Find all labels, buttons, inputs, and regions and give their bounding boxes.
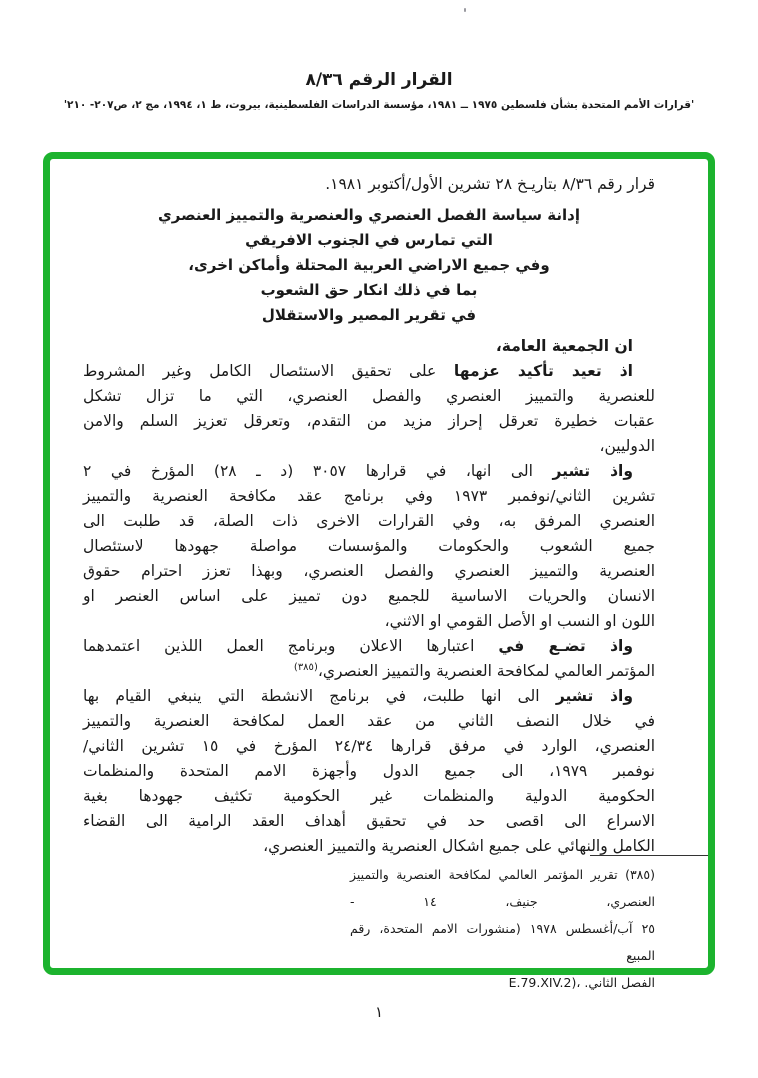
footnote-sales-number: E.79.XIV.2)، <box>508 975 581 990</box>
paragraph-text: المؤتمر العالمي لمكافحة العنصرية والتمييز العنصري، <box>317 662 655 680</box>
title-line: التي تمارس في الجنوب الافريقي <box>245 231 493 249</box>
paragraph-lead: واذ تشير <box>555 687 633 705</box>
paragraph-line: الدوليين، <box>599 437 655 455</box>
green-highlight-frame <box>43 152 715 990</box>
paragraph-line: الكامل والنهائي على جميع اشكال العنصرية والتمييز العنصري، <box>263 837 655 855</box>
paragraph <box>83 359 655 459</box>
footnote-separator-rule <box>590 855 708 856</box>
resolution-body <box>83 171 655 859</box>
footnote-line <box>350 969 655 996</box>
paragraph-line: نوفمبر ١٩٧٩، الى جميع الدول وأجهزة الامم المتحدة والمنظمات <box>83 762 655 780</box>
paragraph-lead: اذ تعيد تأكيد عزمها <box>453 362 633 380</box>
paragraph-lead: واذ تشير <box>552 462 633 480</box>
preamble-line: ان الجمعية العامة، <box>495 337 633 355</box>
title-line: وفي جميع الاراضي العربية المحتلة وأماكن اخرى، <box>188 256 550 274</box>
footnote-block <box>350 861 655 996</box>
scan-artifact-dot <box>464 8 466 12</box>
paragraph <box>83 634 655 684</box>
paragraph-line: جميع الشعوب والحكومات والمؤسسات مواصلة جهودها لاستئصال <box>83 537 655 555</box>
footnote-line: ٢٥ آب/أغسطس ١٩٧٨ (منشورات الامم المتحدة، رقم المبيع <box>350 921 655 963</box>
paragraph-line: الحكومية الدولية والمنظمات غير الحكومية تكثيف جهودها بغية <box>83 787 655 805</box>
paragraph-line: تشرين الثاني/نوفمبر ١٩٧٣ وفي برنامج عقد مكافحة العنصرية والتمييز <box>83 487 656 505</box>
paragraph-text: اعتبارها الاعلان وبرنامج العمل اللذين اعتمدهما <box>83 637 499 655</box>
source-citation: 'قرارات الأمم المتحدة بشأن فلسطين ١٩٧٥ ــ ١٩٨١، مؤسسة الدراسات الفلسطينية، بيروت، ط ١، ١٩٩٤، مج ٢، ص٢٠٧- ٢١٠' <box>63 99 695 111</box>
resolution-date-line: قرار رقم ٨/٣٦ بتاريـخ ٢٨ تشرين الأول/أكتوبر ١٩٨١. <box>325 175 655 193</box>
title-line: إدانة سياسة الفصل العنصري والعنصرية والتمييز العنصري <box>158 206 580 224</box>
resolution-title-block <box>83 203 655 328</box>
paragraph-line: العنصري، الوارد في مرفق قرارها ٢٤/٣٤ المؤرخ في ١٥ تشرين الثاني/ <box>83 737 655 755</box>
paragraph-text: الى انها، في قرارها ٣٠٥٧ (د ـ ٢٨) المؤرخ في ٢ <box>83 462 553 480</box>
paragraph-line <box>83 359 655 384</box>
paragraph-text: على تحقيق الاستئصال الكامل وغير المشروط <box>83 362 454 380</box>
paragraph-line: العنصرية والتمييز العنصري والفصل العنصري، وبهذا تعزز احترام حقوق <box>83 562 655 580</box>
paragraph-line <box>83 684 655 709</box>
footnote-reference-mark: (٣٨٥) <box>293 662 318 673</box>
footnote-text: الفصل الثاني. <box>584 975 655 990</box>
footnote-line: (٣٨٥) تقرير المؤتمر العالمي لمكافحة العنصرية والتمييز العنصري، جنيف، ١٤ - <box>350 867 655 909</box>
page-number: ١ <box>374 1003 384 1021</box>
resolution-number-title: القرار الرقم ٨/٣٦ <box>305 70 453 90</box>
paragraph-line: الانسان والحريات الاساسية للجميع دون تمييز على اساس العنصر او <box>83 587 655 605</box>
paragraph-line <box>83 459 655 484</box>
page-header <box>0 70 758 111</box>
paragraph-lead: واذ تضـع في <box>498 637 633 655</box>
title-line: في تقرير المصير والاستقلال <box>261 306 477 324</box>
paragraph-text: الى انها طلبت، في برنامج الانشطة التي ينبغي القيام بها <box>83 687 556 705</box>
title-line: بما في ذلك انكار حق الشعوب <box>260 281 478 299</box>
paragraph-line <box>83 659 655 684</box>
paragraph-line: عقبات خطيرة تعرقل إحراز مزيد من التقدم، وتعرقل تعزيز السلم والامن <box>83 412 655 430</box>
paragraph-line: اللون او النسب او الأصل القومي او الاثني، <box>384 612 655 630</box>
paragraph-line: في خلال النصف الثاني من عقد العمل لمكافحة العنصرية والتمييز <box>83 712 655 730</box>
paragraph-line <box>83 634 655 659</box>
paragraph-line: العنصري المرفق به، وفي القرارات الاخرى ذات الصلة، قد طلبت الى <box>83 512 655 530</box>
paragraph <box>83 684 655 859</box>
paragraph <box>83 459 655 634</box>
paragraph-line: الاسراع الى اقصى حد في تحقيق أهداف العقد الرامية الى القضاء <box>83 812 655 830</box>
paragraph-line: للعنصرية والتمييز العنصري والفصل العنصري، التي ما تزال تشكل <box>83 387 655 405</box>
